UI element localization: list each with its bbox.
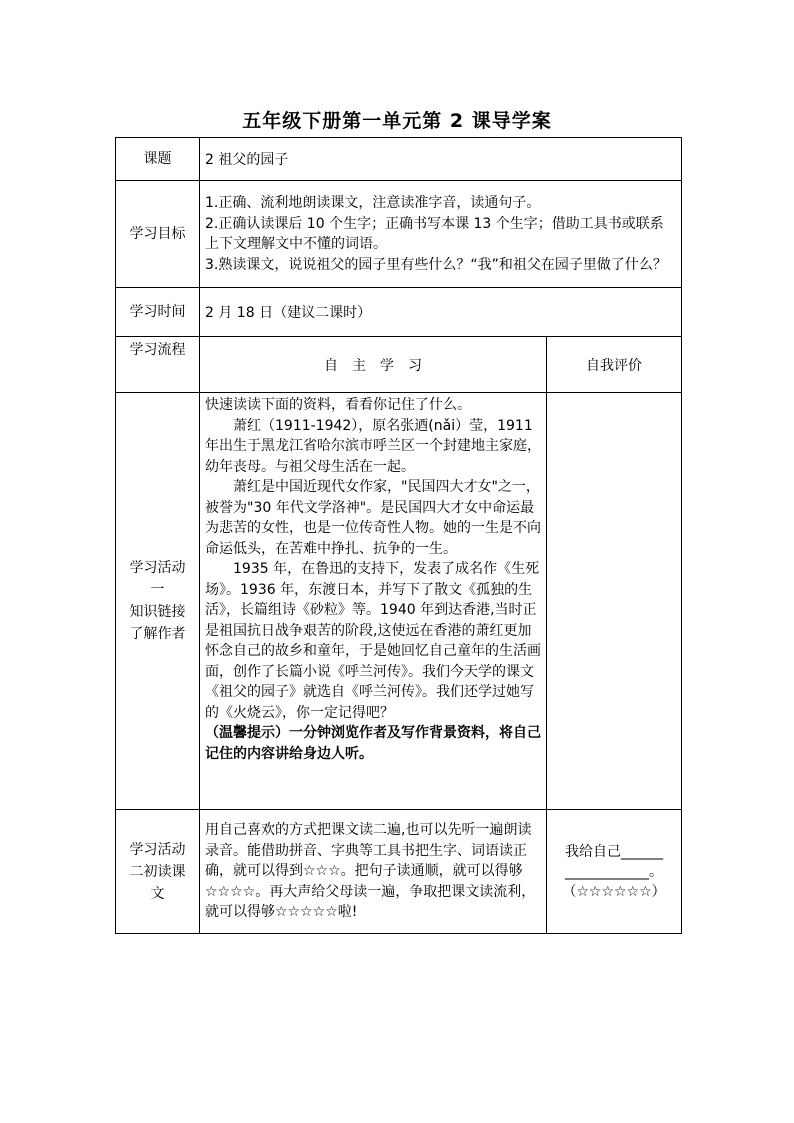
activity1-eval-cell	[547, 393, 682, 810]
flow-header-row	[116, 337, 682, 393]
page-title: 五年级下册第一单元第 2 课导学案	[242, 110, 552, 132]
topic-label: 课题	[116, 138, 200, 181]
activity1-intro: 快速读读下面的资料，看看你记住了什么。	[205, 397, 471, 413]
activity1-paragraph-3: 1935 年，在鲁迅的支持下，发表了成名作《生死场》。1936 年，东渡日本，并写下了散文《孤独的生活》，长篇组诗《砂粒》等。1940 年到达香港,当时正是祖国抗日战争艰苦的阶段,这使远在香港的萧红更加怀念自己的故乡和童年，于是她回忆自己童年的生活画面，创作了长篇小说《呼兰河传》。我们今天学的课文《祖父的园子》就选自《呼兰河传》。我们还学过她写的《火烧云》，你一定记得吧？	[205, 561, 541, 721]
goals-content	[200, 181, 682, 288]
flow-label: 学习流程	[116, 337, 200, 393]
time-row	[116, 288, 682, 337]
self-rating-line-2[interactable]: ____________。	[565, 863, 663, 880]
goals-label: 学习目标	[116, 181, 200, 288]
time-label: 学习时间	[116, 288, 200, 337]
self-study-header: 自 主 学 习	[200, 337, 547, 393]
activity1-tip: （温馨提示）一分钟浏览作者及写作背景资料，将自己记住的内容讲给身边人听。	[205, 725, 541, 762]
topic-row	[116, 138, 682, 181]
activity2-eval-cell	[547, 810, 682, 934]
self-eval-header: 自我评价	[547, 337, 682, 393]
goal-item-2: 2.正确认读课后 10 个生字；正确书写本课 13 个生字；借助工具书或联系上下文理解文中不懂的词语。	[205, 215, 664, 252]
study-guide-table	[115, 137, 682, 934]
activity1-paragraph-2: 萧红是中国近现代女作家，"民国四大才女"之一，被誉为"30 年代文学洛神"。是民国四大才女中命运最为悲苦的女性，也是一位传奇性人物。她的一生是不向命运低头，在苦难中挣扎、抗争的一生。	[205, 479, 541, 557]
activity2-row	[116, 810, 682, 934]
goals-row	[116, 181, 682, 288]
goal-item-1: 1.正确、流利地朗读课文，注意读准字音，读通句子。	[205, 195, 541, 211]
activity2-label: 学习活动 二初读课 文	[116, 810, 200, 934]
topic-value: 2 祖父的园子	[200, 138, 682, 181]
activity1-row	[116, 393, 682, 810]
activity1-paragraph-1: 萧红（1911-1942），原名张迺(nǎi）莹，1911 年出生于黑龙江省哈尔滨市呼兰区一个封建地主家庭，幼年丧母。与祖父母生活在一起。	[205, 417, 541, 475]
time-value: 2 月 18 日（建议二课时）	[200, 288, 682, 337]
self-rating-stars: （☆☆☆☆☆☆）	[562, 883, 666, 900]
goal-item-3: 3.熟读课文，说说祖父的园子里有些什么？“我”和祖父在园子里做了什么？	[205, 256, 667, 273]
activity1-content	[200, 393, 547, 810]
activity2-content: 用自己喜欢的方式把课文读二遍,也可以先听一遍朗读录音。能借助拼音、字典等工具书把生字、词语读正确，就可以得到☆☆☆。把句子读通顺，就可以得够☆☆☆☆。再大声给父母读一遍，争取把课文读流利，就可以得够☆☆☆☆☆啦!	[200, 810, 547, 934]
activity1-label: 学习活动 一 知识链接 了解作者	[116, 393, 200, 810]
self-rating-line-1[interactable]: 我给自己______	[565, 843, 663, 860]
